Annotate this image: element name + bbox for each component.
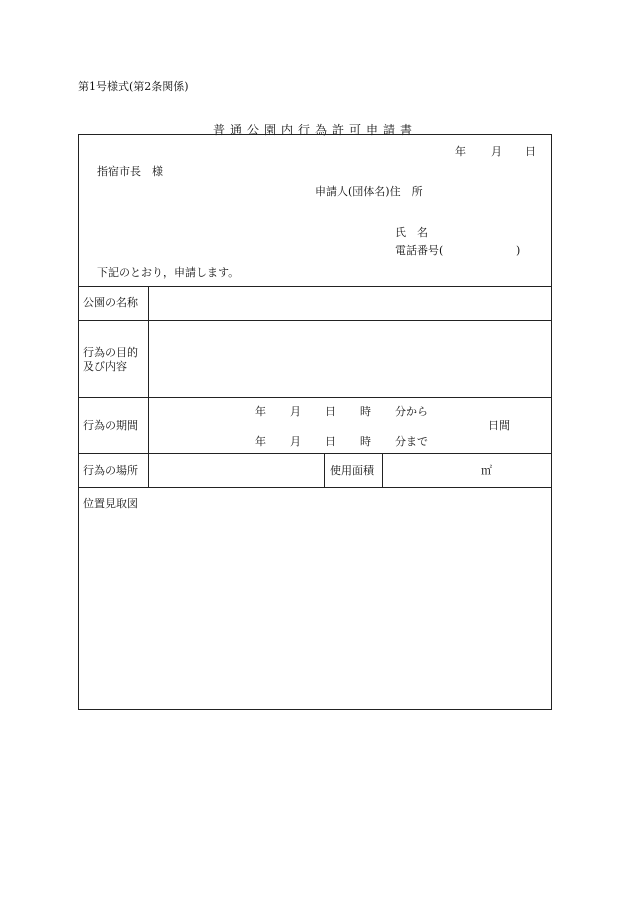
park-name-field[interactable] (151, 289, 547, 317)
period-days-label: 日間 (488, 419, 510, 432)
applicant-address-label: 申請人(団体名)住 所 (315, 185, 423, 198)
divider (79, 397, 551, 398)
divider (324, 453, 325, 487)
period-from-day: 日 (325, 405, 336, 418)
period-from-year: 年 (255, 405, 266, 418)
park-name-label: 公園の名称 (83, 296, 138, 309)
divider (382, 453, 383, 487)
applicant-phone-label: 電話番号( (395, 244, 444, 257)
divider (79, 453, 551, 454)
date-year-label: 年 (455, 145, 466, 158)
area-unit: ㎡ (481, 464, 492, 477)
period-from-suffix: 分から (395, 405, 428, 418)
period-to-hour: 時 (360, 435, 371, 448)
addressee: 指宿市長 様 (97, 165, 163, 178)
place-field[interactable] (151, 456, 321, 484)
intro-text: 下記のとおり，申請します。 (97, 266, 240, 279)
divider (148, 286, 149, 487)
period-label: 行為の期間 (83, 419, 138, 432)
area-field[interactable] (385, 456, 479, 484)
page-title: 普通公園内行為許可申請書 (212, 123, 417, 137)
form-number: 第1号様式(第2条関係) (78, 80, 189, 93)
area-label: 使用面積 (330, 464, 374, 477)
period-to-suffix: 分まで (395, 435, 428, 448)
date-month-label: 月 (491, 145, 502, 158)
divider (79, 487, 551, 488)
period-to-month: 月 (290, 435, 301, 448)
location-map-area[interactable] (81, 515, 549, 705)
place-label: 行為の場所 (83, 464, 138, 477)
purpose-field[interactable] (151, 323, 547, 394)
date-day-label: 日 (525, 145, 536, 158)
period-from-hour: 時 (360, 405, 371, 418)
divider (79, 320, 551, 321)
period-to-year: 年 (255, 435, 266, 448)
period-to-day: 日 (325, 435, 336, 448)
location-map-label: 位置見取図 (83, 497, 138, 510)
divider (79, 286, 551, 287)
purpose-label-line1: 行為の目的 (83, 346, 138, 359)
application-form-table (78, 134, 552, 710)
applicant-name-label: 氏 名 (395, 226, 428, 239)
period-from-month: 月 (290, 405, 301, 418)
purpose-label-line2: 及び内容 (83, 360, 127, 373)
applicant-phone-close: ) (516, 244, 521, 257)
